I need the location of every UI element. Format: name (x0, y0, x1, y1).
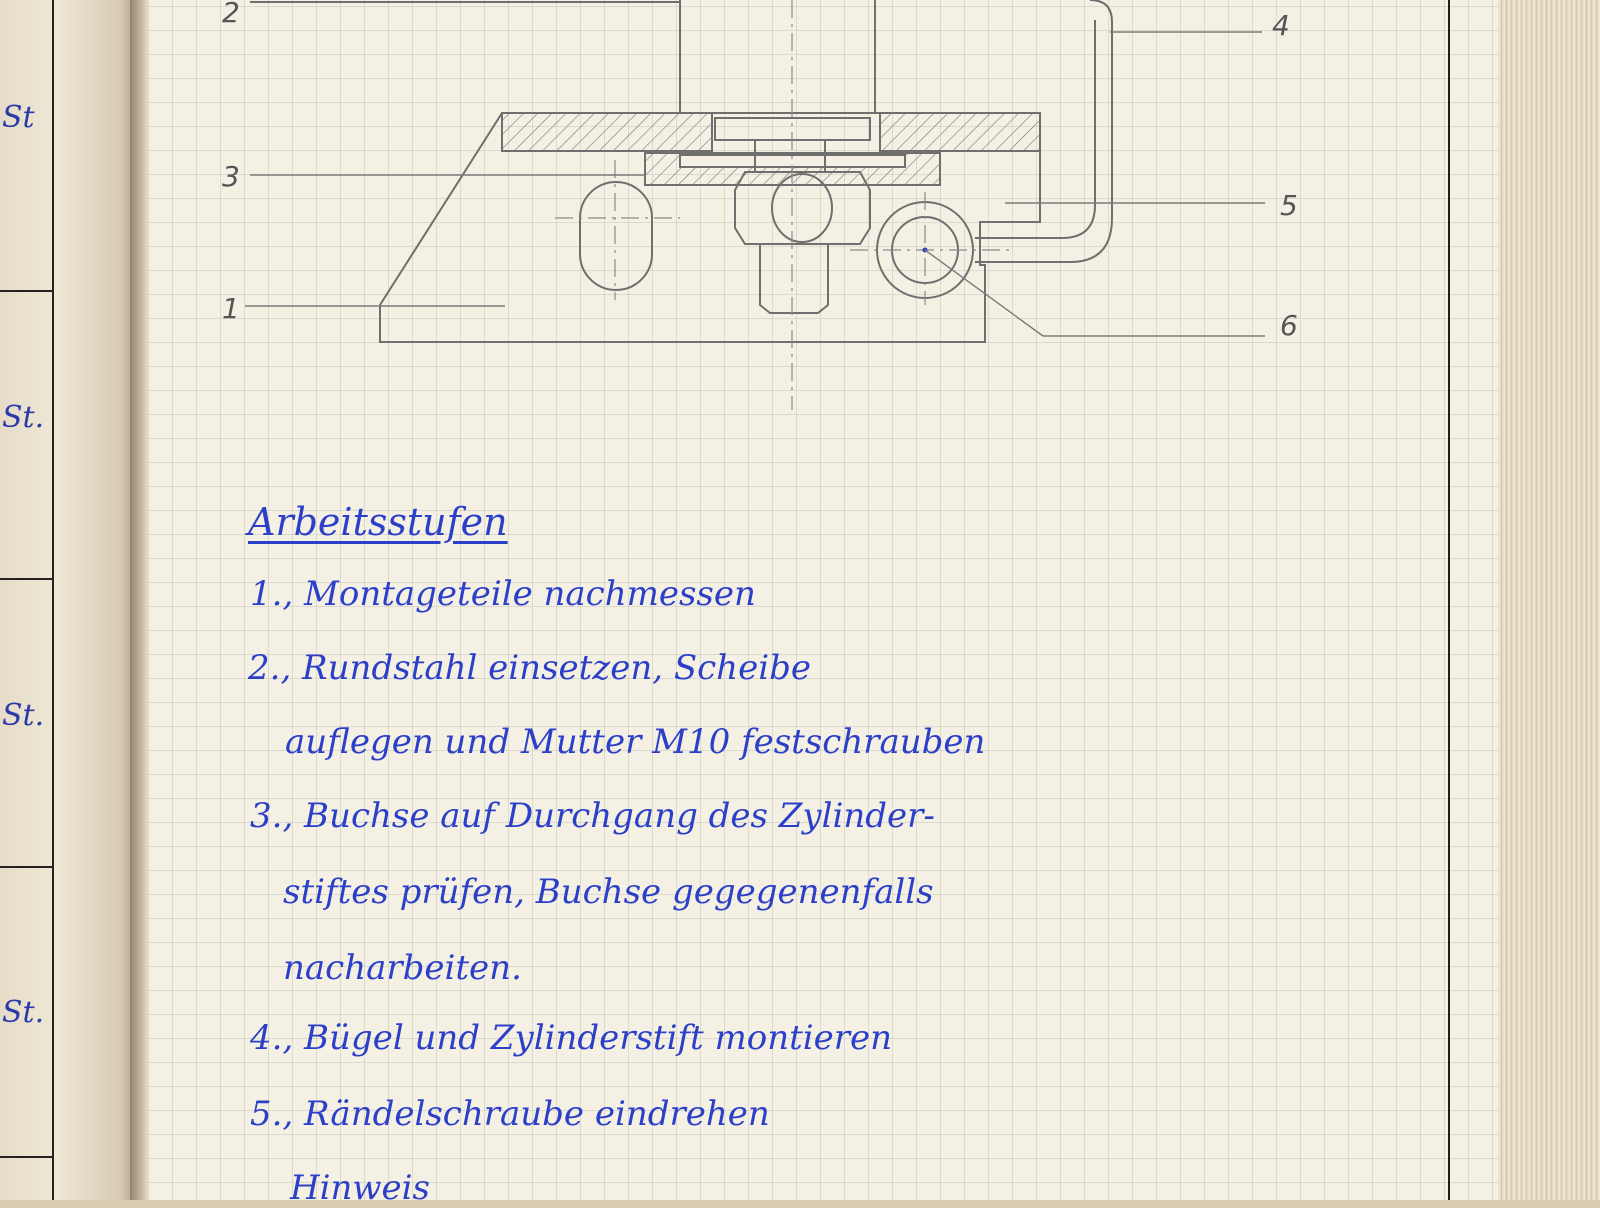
step-line: nacharbeiten. (283, 948, 522, 988)
callout-number: 4 (1272, 9, 1290, 42)
bolt-shank (760, 244, 828, 313)
callout-number: 3 (222, 160, 240, 193)
step-line: auflegen und Mutter M10 festschrauben (285, 722, 986, 762)
step-line: 3., Buchse auf Durchgang des Zylinder- (250, 796, 935, 836)
left-label: St. (2, 995, 45, 1030)
oval-slot (580, 182, 652, 290)
hatched-plate-right (880, 113, 1040, 151)
section-heading: Arbeitsstufen (248, 500, 508, 544)
step-line: stiftes prüfen, Buchse gegegenenfalls (283, 872, 934, 912)
callout-number: 2 (222, 0, 240, 29)
left-label: St. (2, 698, 45, 733)
callout-number: 5 (1280, 189, 1298, 222)
callout-number: 6 (1280, 309, 1298, 342)
left-label: St. (2, 400, 45, 435)
step-line: 4., Bügel und Zylinderstift montieren (250, 1018, 893, 1058)
step-line: Hinweis (290, 1168, 430, 1208)
hatched-plate-left (502, 113, 712, 151)
step-line: 1., Montageteile nachmessen (250, 574, 756, 614)
callout-number: 1 (222, 292, 240, 325)
left-label: St (2, 100, 35, 135)
step-line: 5., Rändelschraube eindrehen (250, 1094, 770, 1134)
step-line: 2., Rundstahl einsetzen, Scheibe (248, 648, 811, 688)
